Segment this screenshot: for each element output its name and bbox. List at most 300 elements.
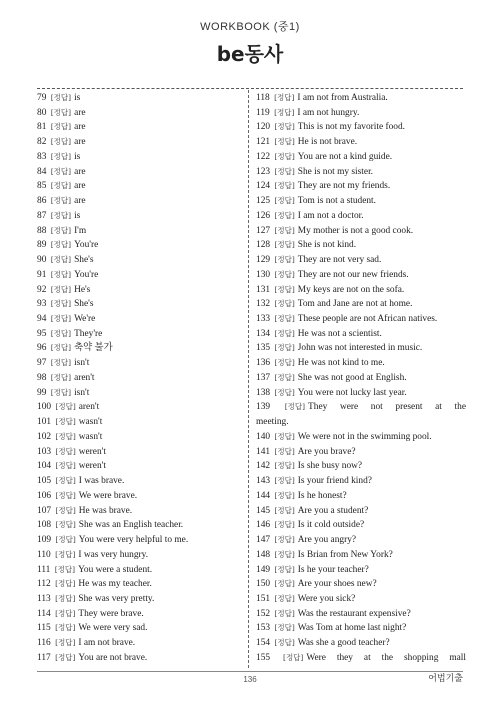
answer-item (37, 120, 247, 135)
answer-item (256, 504, 466, 519)
answer-tag: [정답] (50, 255, 72, 265)
answer-text: weren't (78, 461, 106, 472)
answer-text: He was brave. (78, 505, 133, 516)
answer-number: 152 (256, 608, 271, 619)
answer-item (37, 165, 247, 180)
answer-item (256, 459, 466, 474)
answer-text: She was an English teacher. (78, 520, 184, 531)
answer-number: 151 (256, 593, 271, 604)
answer-item (37, 533, 247, 548)
answer-tag: [정답] (274, 608, 295, 618)
answer-number: 137 (256, 372, 271, 383)
answer-text: is (74, 210, 81, 221)
answer-number: 114 (37, 608, 51, 619)
answer-continuation: meeting. (256, 417, 289, 428)
answer-text: weren't (78, 446, 106, 457)
answer-tag: [정답] (55, 623, 76, 633)
answer-item (37, 341, 247, 356)
answer-text: aren't (74, 372, 95, 383)
answer-item (37, 283, 247, 298)
answer-item (256, 179, 466, 194)
answer-number: 80 (37, 107, 47, 118)
answer-number: 103 (37, 446, 52, 457)
answer-tag: [정답] (55, 638, 76, 648)
answer-tag: [정답] (50, 166, 72, 176)
answer-number: 109 (37, 535, 52, 546)
answer-text: This is not my favorite food. (297, 122, 406, 133)
answer-number: 94 (37, 314, 47, 325)
page-title: be동사 (216, 42, 284, 66)
answer-tag: [정답] (274, 299, 295, 309)
answer-item (256, 563, 466, 578)
answer-tag: [정답] (274, 358, 295, 368)
answer-tag: [정답] (55, 461, 76, 471)
answer-text: She is not kind. (297, 240, 357, 251)
answer-number: 111 (37, 564, 51, 575)
answer-tag: [정답] (55, 431, 76, 441)
answer-item (256, 489, 466, 504)
answer-tag: [정답] (274, 387, 295, 397)
answer-tag: [정답] (50, 358, 72, 368)
answer-tag: [정답] (50, 151, 72, 161)
answer-tag: [정답] (274, 623, 295, 633)
answer-tag: [정답] (274, 269, 295, 279)
answer-tag: [정답] (274, 328, 295, 338)
answer-tag: [정답] (54, 564, 76, 574)
answer-item (37, 415, 247, 430)
answer-item (256, 621, 466, 636)
answer-item (256, 120, 466, 135)
answer-number: 123 (256, 166, 271, 177)
answer-tag: [정답] (50, 122, 72, 132)
answer-number: 97 (37, 358, 47, 369)
answer-tag: [정답] (55, 593, 76, 603)
answer-number: 100 (37, 402, 52, 413)
answer-text: He was my teacher. (78, 579, 152, 590)
answer-item (256, 224, 466, 239)
answer-tag: [정답] (274, 549, 295, 559)
answer-number: 118 (256, 93, 270, 103)
answer-number: 145 (256, 505, 271, 516)
answer-item (256, 297, 466, 312)
answer-text: Was Tom at home last night? (297, 623, 407, 634)
answer-text: Was the restaurant expensive? (297, 608, 411, 619)
answer-tag: [정답] (50, 196, 72, 206)
answer-tag: [정답] (55, 402, 76, 412)
answer-text: These people are not African natives. (297, 314, 438, 325)
answer-item (37, 135, 247, 150)
answer-item (256, 474, 466, 489)
answer-text: She's (74, 299, 94, 310)
answer-number: 107 (37, 505, 52, 516)
answer-text: You're (74, 240, 99, 251)
answer-number: 85 (37, 181, 47, 192)
answer-number: 120 (256, 122, 271, 133)
answer-tag: [정답] (274, 446, 295, 456)
answer-item (37, 474, 247, 489)
answer-tag: [정답] (274, 505, 295, 515)
answer-tag: [정답] (50, 93, 72, 102)
answer-tag: [정답] (50, 210, 72, 220)
answer-item (37, 224, 247, 239)
answer-tag: [정답] (55, 520, 76, 530)
answer-tag: [정답] (274, 476, 295, 486)
answer-item (37, 356, 247, 371)
answer-number: 115 (37, 623, 51, 634)
answer-number: 138 (256, 387, 271, 398)
answer-item (37, 268, 247, 283)
answer-number: 149 (256, 564, 271, 575)
answer-tag: [정답] (55, 579, 76, 589)
answer-number: 130 (256, 269, 271, 280)
answer-tag: [정답] (50, 284, 72, 294)
answer-text: Tom and Jane are not at home. (297, 299, 413, 310)
answer-item (37, 150, 247, 165)
answer-tag: [정답] (274, 314, 295, 324)
answer-item (37, 577, 247, 592)
answer-item (37, 489, 247, 504)
answer-tag: [정답] (55, 505, 76, 515)
answer-text: I am not from Australia. (297, 93, 388, 103)
answer-item (37, 651, 247, 666)
answer-number: 101 (37, 417, 52, 428)
answer-text: They are not my friends. (297, 181, 391, 192)
answer-text: You were not lucky last year. (297, 387, 407, 398)
answer-text: They were not present at the (308, 402, 466, 413)
answer-item (256, 194, 466, 209)
answer-number: 88 (37, 225, 47, 236)
answer-item (37, 179, 247, 194)
answer-tag: [정답] (50, 343, 72, 353)
answer-item (37, 91, 247, 106)
answer-text: We were not in the swimming pool. (297, 431, 432, 442)
answer-tag: [정답] (274, 372, 295, 382)
answer-tag: [정답] (55, 417, 76, 427)
answer-number: 95 (37, 328, 47, 339)
answer-number: 91 (37, 269, 47, 280)
answer-text: He was not a scientist. (297, 328, 382, 339)
answer-number: 113 (37, 593, 51, 604)
answer-tag: [정답] (50, 225, 72, 235)
answer-number: 86 (37, 196, 47, 207)
answer-column-left (37, 91, 247, 666)
answer-item (256, 341, 466, 356)
answer-text: He was not kind to me. (297, 358, 385, 369)
answer-number: 104 (37, 461, 52, 472)
answer-number: 155 (256, 652, 271, 663)
answer-text: They're (74, 328, 103, 339)
answer-item (37, 106, 247, 121)
answer-tag: [정답] (50, 328, 72, 338)
answer-item (37, 636, 247, 651)
answer-text: You're (74, 269, 99, 280)
answer-tag: [정답] (274, 240, 295, 250)
answer-tag: [정답] (274, 490, 295, 500)
answer-item (37, 563, 247, 578)
answer-tag: [정답] (274, 535, 295, 545)
answer-item (37, 253, 247, 268)
answer-item (256, 518, 466, 533)
answer-item (256, 607, 466, 622)
answer-tag: [정답] (50, 181, 72, 191)
answer-number: 106 (37, 490, 52, 501)
answer-text: You were a student. (78, 564, 153, 575)
answer-number: 112 (37, 579, 51, 590)
answer-text: are (74, 181, 86, 192)
answer-item (256, 548, 466, 563)
answer-text: She's (74, 255, 94, 266)
answer-text: We were very sad. (78, 623, 148, 634)
answer-tag: [정답] (50, 137, 72, 147)
answer-number: 87 (37, 210, 47, 221)
answer-text: They are not very sad. (297, 255, 382, 266)
answer-text: Is he honest? (297, 490, 347, 501)
answer-item (37, 386, 247, 401)
answer-text: isn't (74, 387, 90, 398)
answer-text: John was not interested in music. (297, 343, 423, 354)
answer-number: 153 (256, 623, 271, 634)
answer-column-right (256, 91, 466, 666)
answer-text: aren't (78, 402, 100, 413)
answer-number: 141 (256, 446, 271, 457)
answer-number: 79 (37, 93, 47, 103)
answer-number: 133 (256, 314, 271, 325)
answer-number: 135 (256, 343, 271, 354)
answer-number: 134 (256, 328, 271, 339)
answer-tag: [정답] (274, 181, 295, 191)
answer-number: 142 (256, 461, 271, 472)
answer-text: She was very pretty. (78, 593, 155, 604)
answer-item (37, 621, 247, 636)
answer-text: wasn't (78, 417, 103, 428)
answer-item (256, 209, 466, 224)
answer-text: Is he your teacher? (297, 564, 369, 575)
answer-number: 131 (256, 284, 271, 295)
answer-text: She was not good at English. (297, 372, 407, 383)
answer-text: Was she a good teacher? (297, 638, 390, 649)
answer-text: I'm (74, 225, 87, 236)
answer-text: You are not brave. (78, 652, 148, 663)
answer-text: They are not our new friends. (297, 269, 409, 280)
answer-number: 98 (37, 372, 47, 383)
answer-tag: [정답] (55, 608, 76, 618)
answer-item (37, 238, 247, 253)
answer-text: My mother is not a good cook. (297, 225, 414, 236)
answer-text: are (74, 107, 86, 118)
answer-text: are (74, 196, 86, 207)
column-divider (248, 90, 249, 668)
answer-item (37, 504, 247, 519)
answer-number: 83 (37, 151, 47, 162)
answer-text: Are your shoes new? (297, 579, 377, 590)
answer-tag: [정답] (274, 93, 295, 102)
answer-item (256, 312, 466, 327)
answer-tag: [정답] (50, 314, 72, 324)
answer-item (37, 371, 247, 386)
answer-item (256, 356, 466, 371)
footer-divider (37, 671, 463, 672)
answer-item (37, 297, 247, 312)
answer-number: 132 (256, 299, 271, 310)
answer-text: Were you sick? (297, 593, 356, 604)
answer-number: 82 (37, 137, 47, 148)
answer-item (256, 283, 466, 298)
answer-tag: [정답] (274, 137, 295, 147)
answer-item (256, 533, 466, 548)
answer-item (256, 400, 466, 415)
answer-item (256, 106, 466, 121)
answer-tag: [정답] (274, 166, 295, 176)
answer-text: Is it cold outside? (297, 520, 365, 531)
answer-tag: [정답] (55, 549, 76, 559)
answer-text: are (74, 137, 86, 148)
answer-tag: [정답] (274, 225, 295, 235)
answer-item (37, 400, 247, 415)
answer-number: 128 (256, 240, 271, 251)
answer-text: isn't (74, 358, 90, 369)
answer-text: I am not a doctor. (297, 210, 364, 221)
answer-number: 125 (256, 196, 271, 207)
answer-tag: [정답] (274, 196, 295, 206)
answer-number: 116 (37, 638, 51, 649)
answer-tag: [정답] (50, 107, 72, 117)
answer-text: They were brave. (78, 608, 144, 619)
answer-text: Tom is not a student. (297, 196, 376, 207)
answer-tag: [정답] (50, 372, 72, 382)
answer-number: 148 (256, 549, 271, 560)
answer-tag: [정답] (274, 255, 295, 265)
answer-item (256, 577, 466, 592)
answer-text: Are you a student? (297, 505, 369, 516)
answer-number: 121 (256, 137, 271, 148)
answer-number: 154 (256, 638, 271, 649)
answer-number: 105 (37, 476, 52, 487)
answer-item (256, 651, 466, 666)
answer-number: 117 (37, 652, 51, 663)
answer-number: 136 (256, 358, 271, 369)
answer-tag: [정답] (274, 579, 295, 589)
page-number: 136 (243, 675, 257, 684)
answer-text: I was brave. (78, 476, 125, 487)
answer-number: 89 (37, 240, 47, 251)
answer-tag: [정답] (274, 343, 295, 353)
answer-text: He is not brave. (297, 137, 358, 148)
answer-text: is (74, 151, 81, 162)
answer-text: You were very helpful to me. (78, 535, 189, 546)
answer-number: 139 (256, 402, 271, 413)
answer-tag: [정답] (274, 461, 295, 471)
answer-number: 96 (37, 343, 47, 354)
answer-text: Were they at the shopping mall (306, 652, 466, 663)
answer-number: 90 (37, 255, 47, 266)
answer-item (256, 636, 466, 651)
answer-number: 102 (37, 431, 52, 442)
answer-text: Are you angry? (297, 535, 357, 546)
answer-item (256, 238, 466, 253)
answer-tag: [정답] (50, 240, 72, 250)
answer-text: Is she busy now? (297, 461, 363, 472)
answer-tag: [정답] (50, 299, 72, 309)
answer-text: Is Brian from New York? (297, 549, 393, 560)
answer-item (256, 445, 466, 460)
answer-item (37, 548, 247, 563)
answer-item (256, 150, 466, 165)
answer-item (37, 459, 247, 474)
answer-text: My keys are not on the sofa. (297, 284, 405, 295)
answer-item (256, 135, 466, 150)
answer-item (256, 253, 466, 268)
answer-text: We were brave. (78, 490, 138, 501)
answer-item (256, 386, 466, 401)
answer-number: 140 (256, 431, 271, 442)
answer-tag: [정답] (274, 284, 295, 294)
answer-item (37, 430, 247, 445)
answer-tag: [정답] (50, 387, 72, 397)
answer-item (37, 445, 247, 460)
answer-text: I was very hungry. (78, 549, 149, 560)
header-divider (37, 88, 463, 89)
answer-tag: [정답] (274, 638, 295, 648)
answer-tag: [정답] (55, 446, 76, 456)
answer-number: 124 (256, 181, 271, 192)
answer-tag: [정답] (274, 107, 295, 117)
answer-tag: [정답] (274, 564, 295, 574)
answer-tag: [정답] (50, 269, 72, 279)
answer-item (37, 209, 247, 224)
answer-item (256, 327, 466, 342)
answer-number: 119 (256, 107, 270, 118)
answer-item (37, 327, 247, 342)
answer-number: 81 (37, 122, 47, 133)
answer-item (256, 91, 466, 106)
answer-number: 143 (256, 476, 271, 487)
answer-number: 108 (37, 520, 52, 531)
answer-number: 99 (37, 387, 47, 398)
answer-number: 129 (256, 255, 271, 266)
answer-item (256, 371, 466, 386)
answer-text: She is not my sister. (297, 166, 374, 177)
answer-item (256, 592, 466, 607)
answer-text: He's (74, 284, 91, 295)
answer-text: I am not brave. (78, 638, 136, 649)
answer-tag: [정답] (274, 431, 295, 441)
answer-number: 92 (37, 284, 47, 295)
answer-number: 126 (256, 210, 271, 221)
answer-number: 127 (256, 225, 271, 236)
answer-number: 150 (256, 579, 271, 590)
answer-text: is (74, 93, 81, 103)
answer-text: Is your friend kind? (297, 476, 372, 487)
answer-text: I am not hungry. (297, 107, 360, 118)
answer-number: 84 (37, 166, 47, 177)
answer-text: We're (74, 314, 96, 325)
answer-item (37, 518, 247, 533)
answer-number: 122 (256, 151, 271, 162)
answer-tag: [정답] (284, 402, 306, 412)
answer-tag: [정답] (283, 652, 304, 662)
answer-text: wasn't (78, 431, 103, 442)
answer-number: 144 (256, 490, 271, 501)
answer-number: 110 (37, 549, 51, 560)
answer-item (37, 607, 247, 622)
answer-item (256, 268, 466, 283)
answer-text: Are you brave? (297, 446, 356, 457)
answer-tag: [정답] (55, 476, 76, 486)
answer-text: are (74, 122, 86, 133)
answer-item (37, 312, 247, 327)
answer-text: You are not a kind guide. (297, 151, 393, 162)
answer-item (256, 430, 466, 445)
